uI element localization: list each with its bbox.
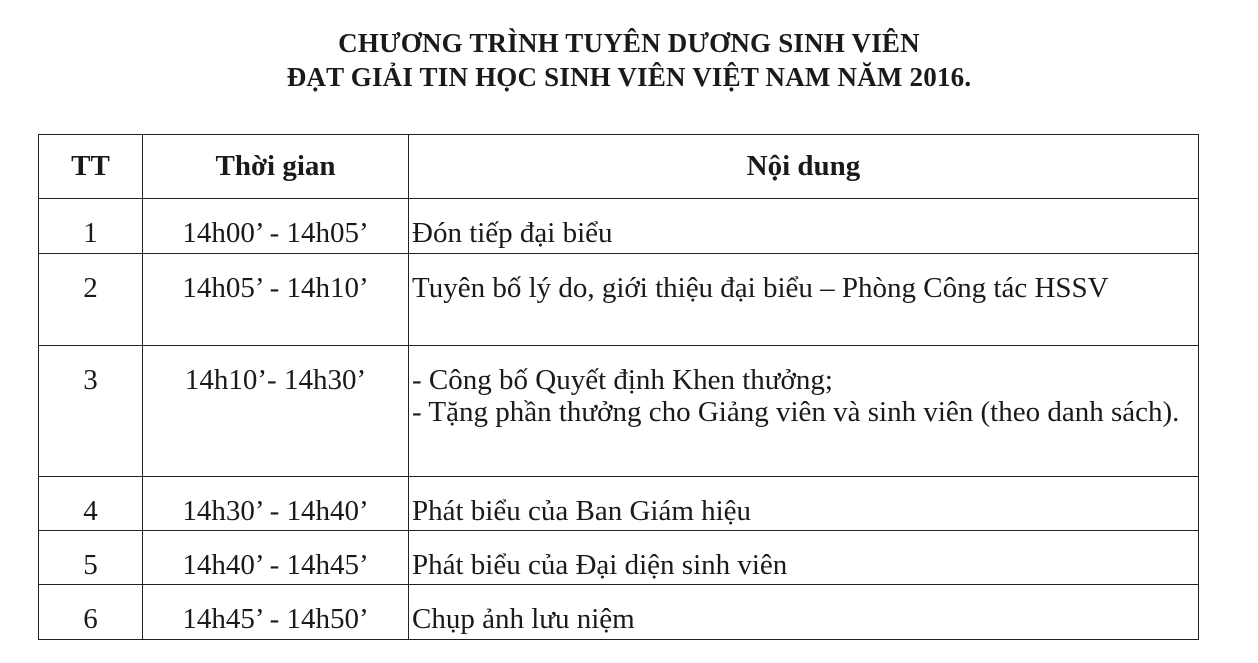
row-content-line: Tuyên bố lý do, giới thiệu đại biểu – Phòng Công tác HSSV — [412, 272, 1109, 304]
row-content — [409, 585, 1199, 640]
row-tt: 3 — [39, 346, 143, 477]
row-content-line: - Công bố Quyết định Khen thưởng; — [412, 364, 833, 396]
row-tt: 4 — [39, 477, 143, 531]
table-header-row — [39, 135, 1199, 199]
row-content — [409, 346, 1199, 477]
row-content — [409, 254, 1199, 346]
row-time: 14h45’ - 14h50’ — [143, 585, 409, 640]
row-time: 14h05’ - 14h10’ — [143, 254, 409, 346]
row-tt: 2 — [39, 254, 143, 346]
row-content — [409, 477, 1199, 531]
table-row — [39, 585, 1199, 640]
row-tt: 5 — [39, 531, 143, 585]
row-time: 14h40’ - 14h45’ — [143, 531, 409, 585]
header-tt: TT — [39, 135, 143, 199]
document-title-line-1: CHƯƠNG TRÌNH TUYÊN DƯƠNG SINH VIÊN — [338, 28, 920, 58]
table-row — [39, 199, 1199, 254]
table-row — [39, 531, 1199, 585]
schedule-table — [38, 134, 1199, 640]
table-row — [39, 346, 1199, 477]
header-time: Thời gian — [143, 135, 409, 199]
row-content-line: Phát biểu của Đại diện sinh viên — [412, 549, 788, 581]
row-content-line: Chụp ảnh lưu niệm — [412, 603, 635, 635]
row-content-line: - Tặng phần thưởng cho Giảng viên và sinh viên (theo danh sách). — [412, 396, 1180, 428]
row-time: 14h10’- 14h30’ — [143, 346, 409, 477]
row-tt: 6 — [39, 585, 143, 640]
table-row — [39, 254, 1199, 346]
row-content-line: Phát biểu của Ban Giám hiệu — [412, 495, 752, 527]
row-content-line: Đón tiếp đại biểu — [412, 217, 613, 249]
row-tt: 1 — [39, 199, 143, 254]
row-time: 14h30’ - 14h40’ — [143, 477, 409, 531]
row-content — [409, 531, 1199, 585]
row-time: 14h00’ - 14h05’ — [143, 199, 409, 254]
table-row — [39, 477, 1199, 531]
row-content — [409, 199, 1199, 254]
document-title-line-2: ĐẠT GIẢI TIN HỌC SINH VIÊN VIỆT NAM NĂM 2016. — [286, 62, 972, 92]
header-content: Nội dung — [409, 135, 1199, 199]
